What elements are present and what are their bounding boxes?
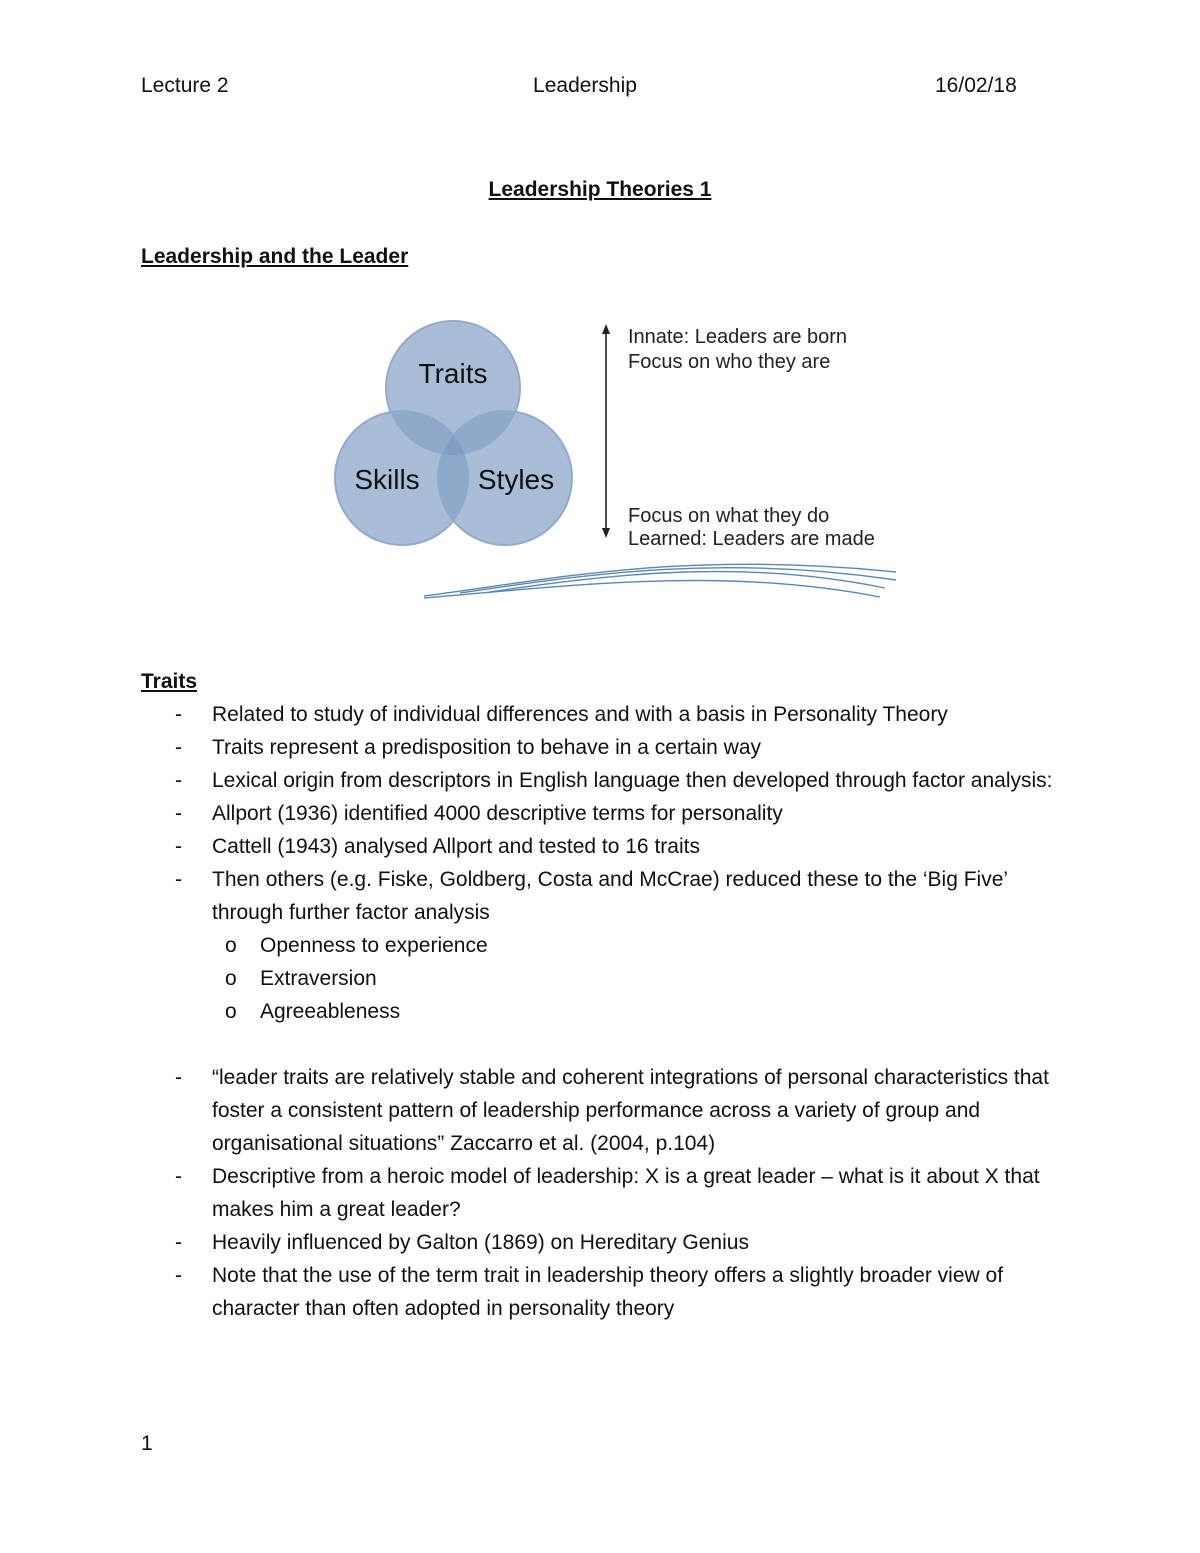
sub-bullet-text: Openness to experience <box>260 934 488 957</box>
paragraph-gap <box>141 1028 1071 1061</box>
bullet-text: Heavily influenced by Galton (1869) on Hereditary Genius <box>212 1231 749 1254</box>
traits-bullet-list <box>141 698 1071 1325</box>
venn-circles <box>335 321 572 545</box>
bullet-text: Note that the use of the term trait in leadership theory offers a slightly broader view of character than often adopted in personality theory <box>212 1264 1004 1320</box>
bullet-dash: - <box>175 1231 182 1254</box>
bullet-item <box>141 764 1071 797</box>
bullet-text: Then others (e.g. Fiske, Goldberg, Costa and McCrae) reduced these to the ‘Big Five’ through further factor analysis <box>212 868 1008 924</box>
label-traits: Traits <box>418 358 488 389</box>
bullet-text: Traits represent a predisposition to behave in a certain way <box>212 736 762 759</box>
wave-decoration <box>424 564 896 598</box>
sub-bullet-text: Extraversion <box>260 967 377 990</box>
bullet-item <box>141 731 1071 764</box>
label-skills: Skills <box>354 464 420 495</box>
sub-bullet-text: Agreeableness <box>260 1000 401 1023</box>
sub-bullet-item <box>141 995 1071 1028</box>
sub-bullet-marker: o <box>225 1000 237 1023</box>
sub-bullet-item <box>141 962 1071 995</box>
sub-bullet-marker: o <box>225 934 237 957</box>
bullet-text: Related to study of individual differences and with a basis in Personality Theory <box>212 703 948 726</box>
focus-who-line: Focus on who they are <box>628 351 831 373</box>
header-subject: Leadership <box>533 74 637 97</box>
sub-bullet-item <box>141 929 1071 962</box>
bullet-dash: - <box>175 1066 182 1089</box>
bullet-text: Descriptive from a heroic model of leadership: X is a great leader – what is it about X that makes him a great leader? <box>212 1165 1040 1221</box>
bullet-text: Cattell (1943) analysed Allport and tested to 16 traits <box>212 835 700 858</box>
bullet-text: Allport (1936) identified 4000 descriptive terms for personality <box>212 802 783 825</box>
bullet-item <box>141 797 1071 830</box>
bullet-dash: - <box>175 835 182 858</box>
document-title: Leadership Theories 1 <box>488 178 712 201</box>
bullet-item <box>141 1226 1071 1259</box>
venn-diagram <box>320 310 920 610</box>
bullet-item <box>141 698 1071 731</box>
bullet-item <box>141 1061 1071 1160</box>
learned-line: Learned: Leaders are made <box>628 528 875 550</box>
bullet-dash: - <box>175 1264 182 1287</box>
bullet-item <box>141 1160 1071 1226</box>
focus-what-line: Focus on what they do <box>628 505 830 527</box>
header-date: 16/02/18 <box>935 74 1017 97</box>
page-number: 1 <box>141 1432 153 1455</box>
section-heading-traits: Traits <box>141 670 198 693</box>
bullet-dash: - <box>175 1165 182 1188</box>
bullet-item <box>141 830 1071 863</box>
bullet-text: “leader traits are relatively stable and coherent integrations of personal characteristics that foster a consistent pattern of leadership performance across a variety of group and organisational situations” Zaccarro et al. (2004, p.104) <box>212 1066 1049 1155</box>
bullet-dash: - <box>175 868 182 891</box>
bullet-dash: - <box>175 736 182 759</box>
bullet-item <box>141 863 1071 929</box>
bullet-dash: - <box>175 769 182 792</box>
header-lecture: Lecture 2 <box>141 74 229 97</box>
bullet-dash: - <box>175 802 182 825</box>
section-heading-leadership: Leadership and the Leader <box>141 245 409 268</box>
bullet-dash: - <box>175 703 182 726</box>
innate-line: Innate: Leaders are born <box>628 326 848 348</box>
double-arrow <box>602 324 610 538</box>
bullet-text: Lexical origin from descriptors in English language then developed through factor analysis: <box>212 769 1053 792</box>
label-styles: Styles <box>477 464 555 495</box>
sub-bullet-marker: o <box>225 967 237 990</box>
bullet-item <box>141 1259 1071 1325</box>
